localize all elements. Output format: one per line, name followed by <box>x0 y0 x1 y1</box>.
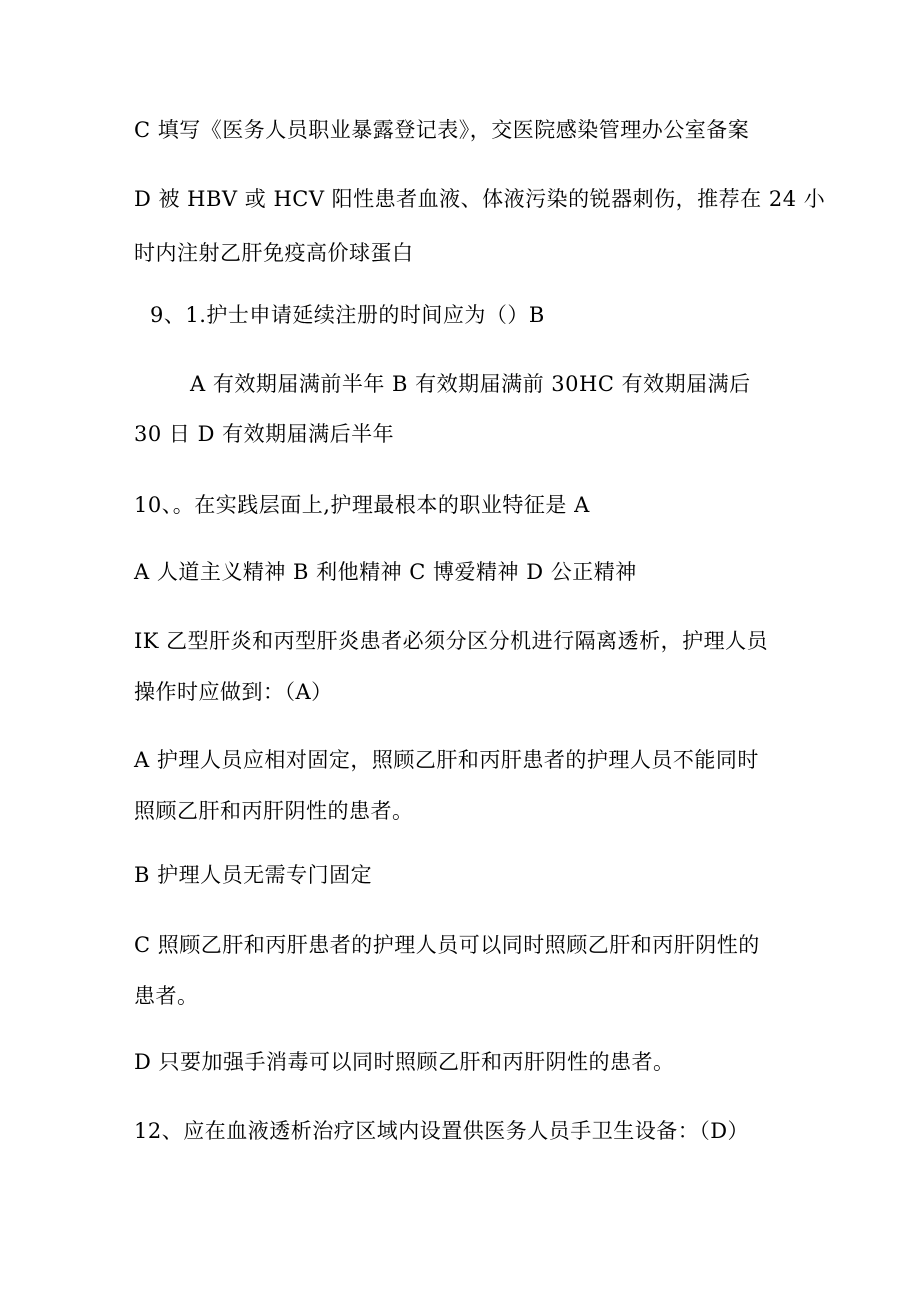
question-10: 10、。在实践层面上,护理最根本的职业特征是 A <box>134 493 590 517</box>
question-11-option-c-line-2: 患者。 <box>134 984 199 1008</box>
question-11-option-c-line-1: C 照顾乙肝和丙肝患者的护理人员可以同时照顾乙肝和丙肝阴性的 <box>134 933 760 957</box>
question-11-option-a-line-2: 照顾乙肝和丙肝阴性的患者。 <box>134 799 414 823</box>
question-9-options-line-2: 30 日 D 有效期届满后半年 <box>134 422 395 446</box>
option-c-register-form: C 填写《医务人员职业暴露登记表》，交医院感染管理办公室备案 <box>134 118 750 142</box>
question-12: 12、应在血液透析治疗区域内设置供医务人员手卫生设备：（D） <box>134 1119 750 1143</box>
question-11-option-b: B 护理人员无需专门固定 <box>134 863 373 887</box>
question-11-option-d: D 只要加强手消毒可以同时照顾乙肝和丙肝阴性的患者。 <box>134 1050 675 1074</box>
question-11-option-a-line-1: A 护理人员应相对固定，照顾乙肝和丙肝患者的护理人员不能同时 <box>134 748 759 772</box>
question-9: 9、1.护士申请延续注册的时间应为（）B <box>150 303 545 327</box>
option-d-hbv-hcv-line-1: D 被 HBV 或 HCV 阳性患者血液、体液污染的锐器刺伤，推荐在 24 小 <box>134 187 826 211</box>
question-9-options-line-1: A 有效期届满前半年 B 有效期届满前 30HC 有效期届满后 <box>190 372 751 396</box>
question-10-options: A 人道主义精神 B 利他精神 C 博爱精神 D 公正精神 <box>134 560 637 584</box>
question-11-line-1: IK 乙型肝炎和丙型肝炎患者必须分区分机进行隔离透析，护理人员 <box>134 629 769 653</box>
option-d-hbv-hcv-line-2: 时内注射乙肝免疫高价球蛋白 <box>134 241 414 265</box>
question-11-line-2: 操作时应做到：（A） <box>134 680 333 704</box>
